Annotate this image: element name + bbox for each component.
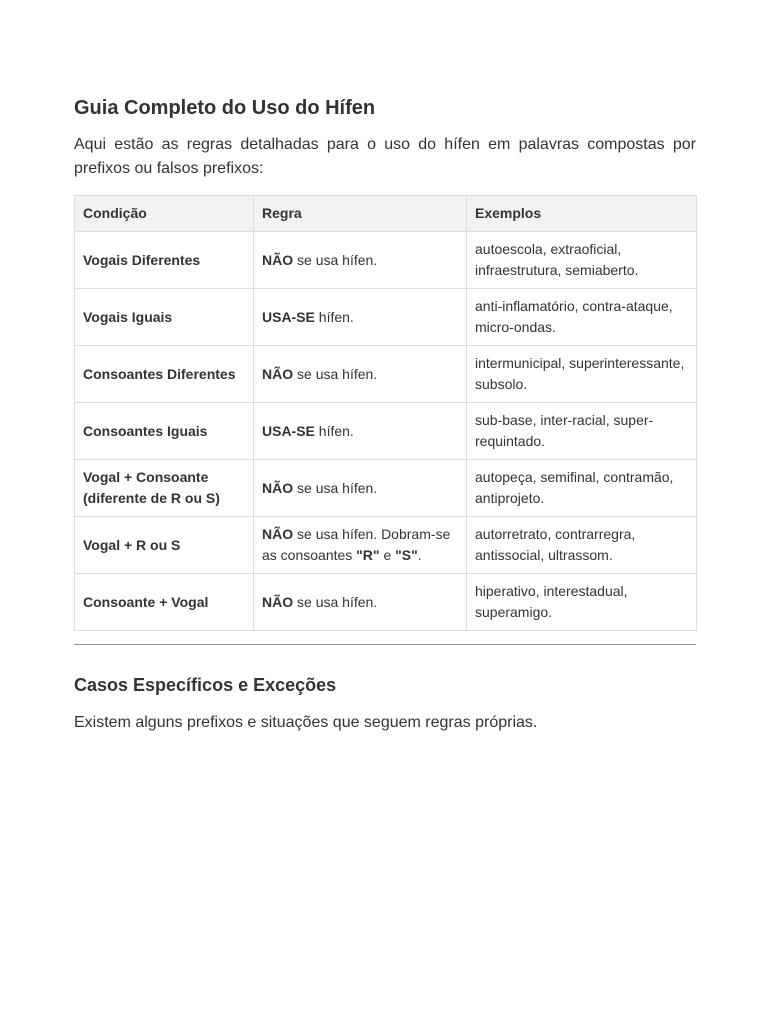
rule-keyword: USA-SE xyxy=(262,308,315,325)
row-rule xyxy=(254,289,467,346)
rule-keyword: USA-SE xyxy=(262,422,315,439)
row-examples: intermunicipal, superinteressante, subsolo. xyxy=(467,346,697,403)
row-condition: Consoantes Iguais xyxy=(75,403,254,460)
row-examples: sub-base, inter-racial, super-requintado. xyxy=(467,403,697,460)
hyphen-rules-table xyxy=(74,195,697,631)
rule-keyword: NÃO xyxy=(262,479,294,496)
header-exemplos: Exemplos xyxy=(467,196,697,232)
rule-text: se usa hífen. xyxy=(293,593,378,610)
table-row xyxy=(75,232,697,289)
table-row xyxy=(75,346,697,403)
table-row xyxy=(75,289,697,346)
rule-text-end: . xyxy=(417,547,422,563)
row-condition: Vogais Iguais xyxy=(75,289,254,346)
page-title: Guia Completo do Uso do Hífen xyxy=(74,97,376,119)
row-condition: Vogal + R ou S xyxy=(75,517,254,574)
section-paragraph: Existem alguns prefixos e situações que seguem regras próprias. xyxy=(74,714,538,731)
row-condition: Vogal + Consoante (diferente de R ou S) xyxy=(75,460,254,517)
document-content xyxy=(74,95,696,735)
rule-keyword: NÃO xyxy=(262,526,294,542)
row-rule xyxy=(254,232,467,289)
rule-text: se usa hífen. xyxy=(293,365,378,382)
rule-text: hífen. xyxy=(314,308,354,325)
row-condition: Consoante + Vogal xyxy=(75,574,254,631)
rule-text: se usa hífen. Dobram-se as consoantes xyxy=(262,526,451,563)
table-row xyxy=(75,574,697,631)
row-rule xyxy=(254,346,467,403)
table-row xyxy=(75,517,697,574)
row-examples: autoescola, extraoficial, infraestrutura, semiaberto. xyxy=(467,232,697,289)
section-title: Casos Específicos e Exceções xyxy=(74,675,337,695)
row-examples: autorretrato, contrarregra, antissocial, ultrassom. xyxy=(467,517,697,574)
row-rule xyxy=(254,460,467,517)
intro-paragraph: Aqui estão as regras detalhadas para o uso do hífen em palavras compostas por prefixos ou falsos prefixos: xyxy=(74,136,696,177)
rule-keyword: NÃO xyxy=(262,593,294,610)
row-condition: Consoantes Diferentes xyxy=(75,346,254,403)
row-rule xyxy=(254,574,467,631)
table-row xyxy=(75,460,697,517)
row-examples: autopeça, semifinal, contramão, antiprojeto. xyxy=(467,460,697,517)
section-divider xyxy=(74,644,696,645)
table-header-row xyxy=(75,196,697,232)
table-row xyxy=(75,403,697,460)
rule-keyword-s: "S" xyxy=(395,547,418,563)
row-examples: anti-inflamatório, contra-ataque, micro-ondas. xyxy=(467,289,697,346)
row-condition: Vogais Diferentes xyxy=(75,232,254,289)
rule-text: se usa hífen. xyxy=(293,479,378,496)
row-rule xyxy=(254,403,467,460)
row-rule xyxy=(254,517,467,574)
rule-keyword: NÃO xyxy=(262,251,294,268)
rule-text: se usa hífen. xyxy=(293,251,378,268)
rule-text: hífen. xyxy=(314,422,354,439)
rule-text-conjunction: e xyxy=(379,547,396,563)
row-examples: hiperativo, interestadual, superamigo. xyxy=(467,574,697,631)
rule-keyword-r: "R" xyxy=(356,547,380,563)
header-condicao: Condição xyxy=(75,196,254,232)
rule-keyword: NÃO xyxy=(262,365,294,382)
header-regra: Regra xyxy=(254,196,467,232)
